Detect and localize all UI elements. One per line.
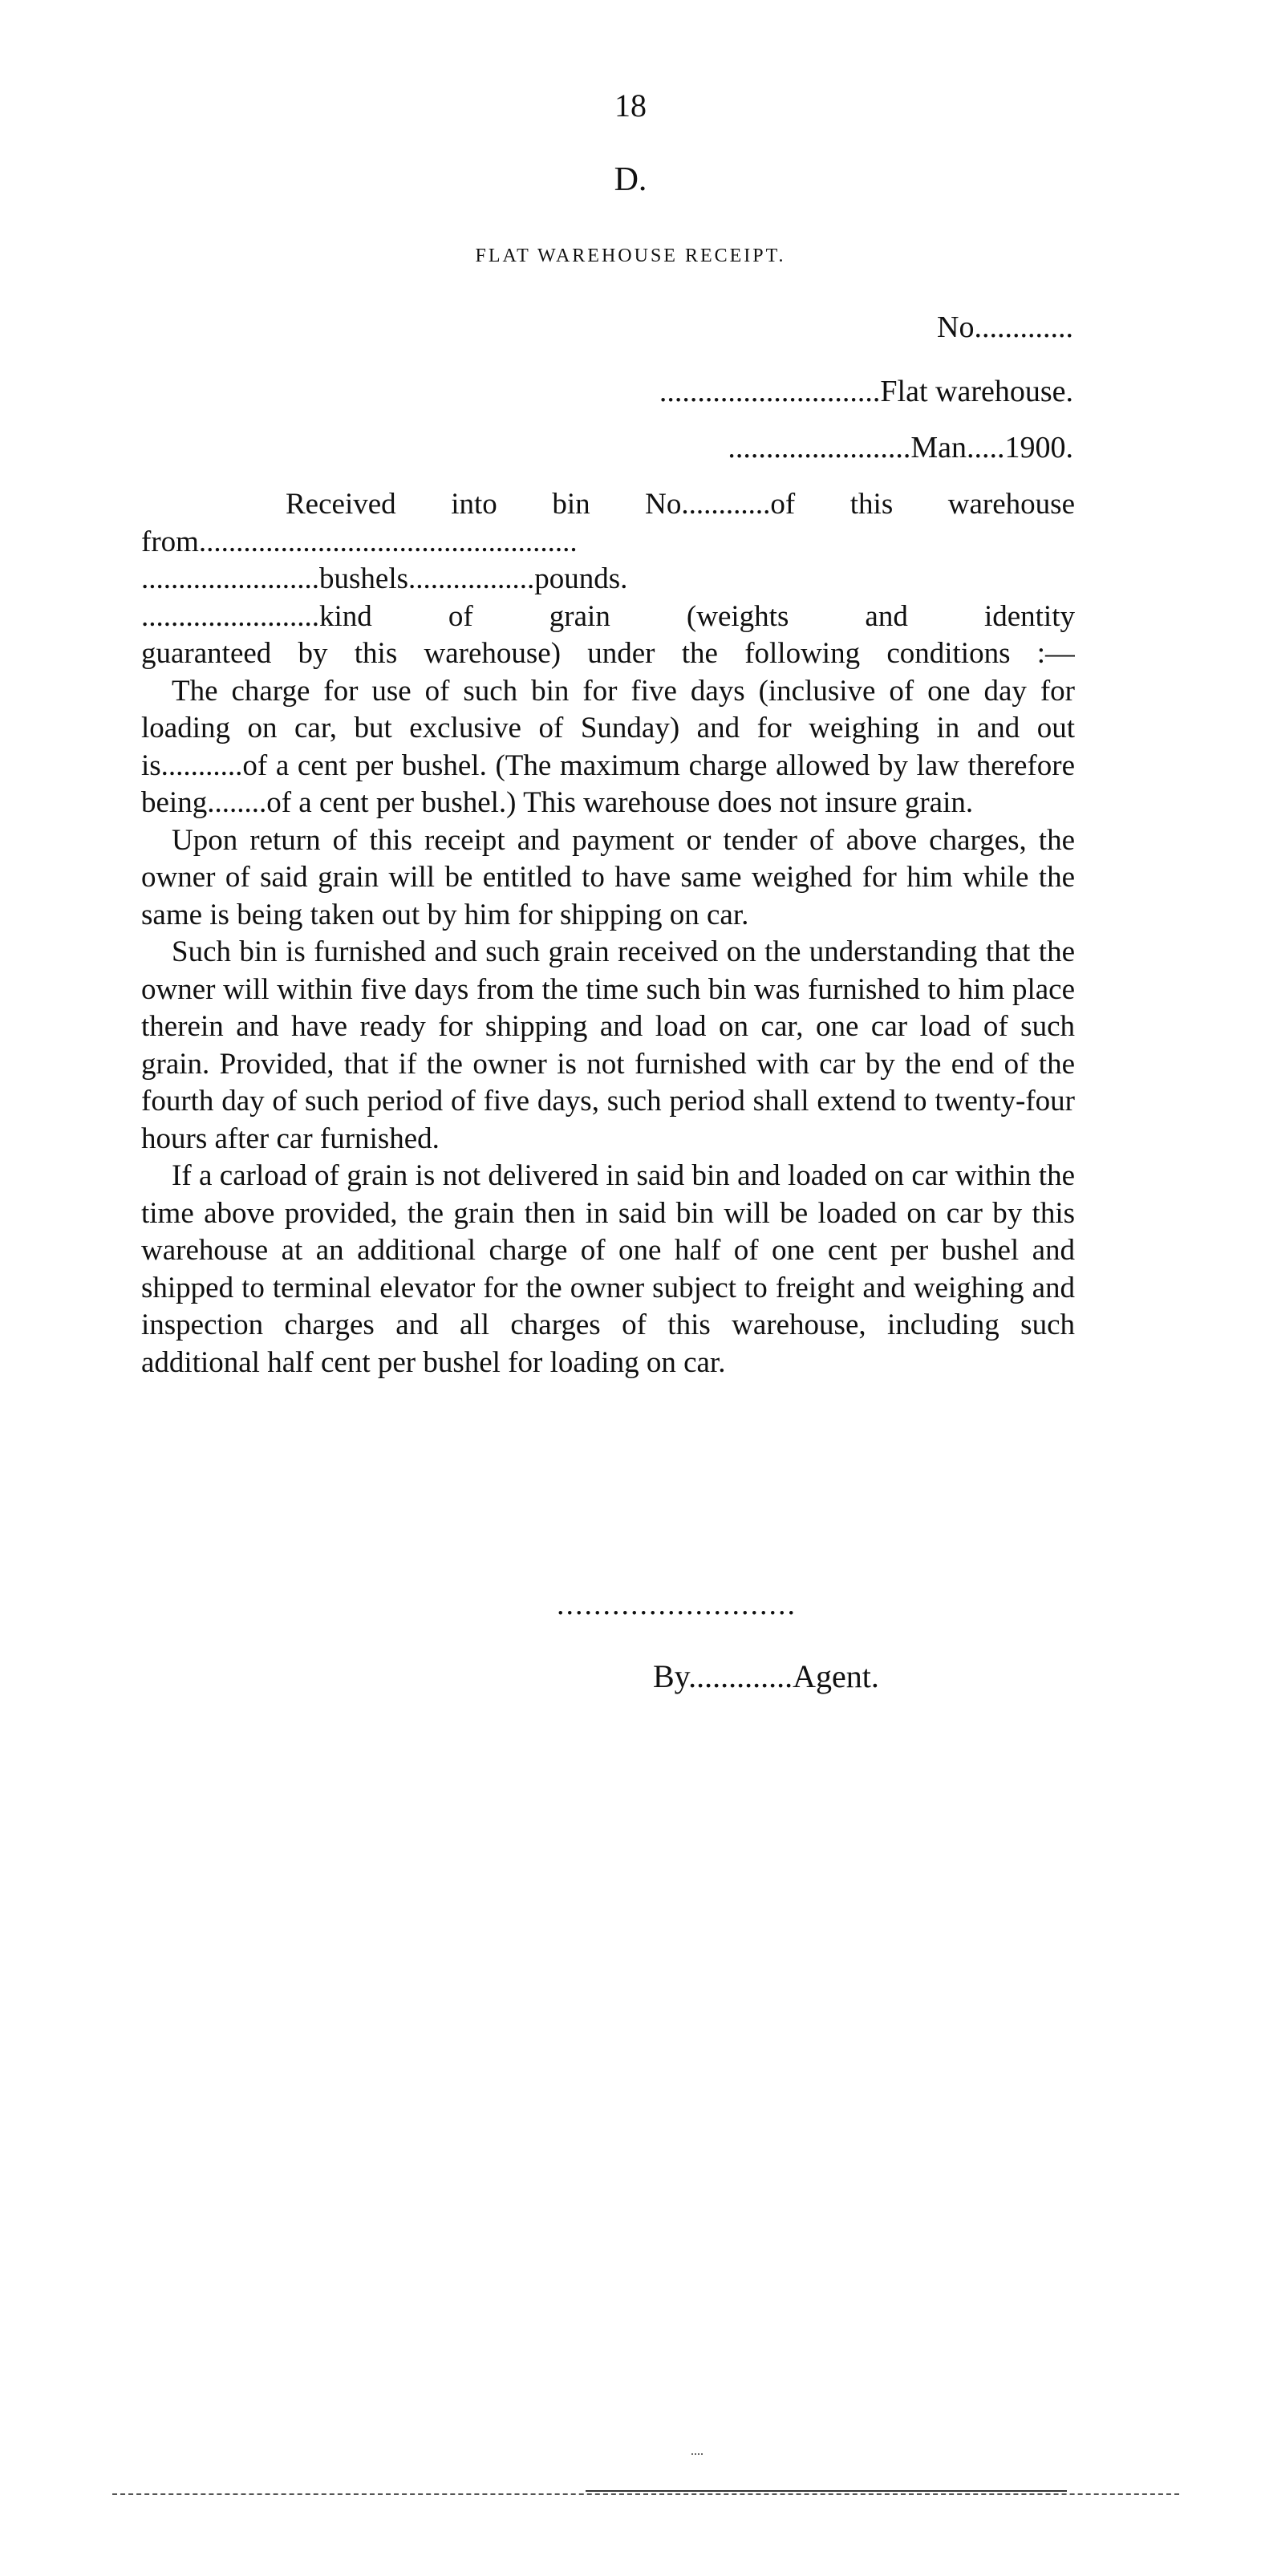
receipt-body: [141, 486, 1075, 1381]
bottom-rule-solid: [586, 2490, 1067, 2492]
warehouse-name-field: .............................Flat warehouse.: [659, 375, 1073, 408]
scan-speck: [691, 2453, 703, 2455]
bottom-rule: [112, 2493, 1179, 2495]
page-number: 18: [614, 87, 647, 124]
signature-line: ..........................: [557, 1588, 797, 1621]
bin-furnished-paragraph: Such bin is furnished and such grain received on the understanding that the owner will within five days from the time such bin was furnished to him place therein and have ready for shipping and load on car, one car load of such grain. Provided, that if the owner is not furnished with car by the end of the fourth day of such period of five days, such period shall extend to twenty-four hours after car furnished.: [141, 935, 1075, 1155]
kind-of-grain-line: ........................kind of grain (weights and identity: [141, 599, 1075, 633]
date-field: ........................Man.....1900.: [728, 431, 1073, 464]
received-bin-line: Received into bin No............of this warehouse: [286, 488, 1075, 521]
charges-paragraph: The charge for use of such bin for five days (inclusive of one day for loading on car, but exclusive of Sunday) and for weighing in and out is...........of a cent per bushel. (The maximum charge allowed by law therefore being........of a cent per bushel.) This warehouse does not insure grain.: [141, 674, 1075, 819]
agent-signature-line: By.............Agent.: [653, 1658, 879, 1694]
return-paragraph: Upon return of this receipt and payment or tender of above charges, the owner of said grain will be entitled to have same weighed for him while the same is being taken out by him for shipping on car.: [141, 823, 1075, 931]
bushels-pounds-line: ........................bushels.................pounds.: [141, 562, 628, 595]
conditions-intro-line: guaranteed by this warehouse) under the following conditions :—: [141, 637, 1075, 670]
carload-paragraph: If a carload of grain is not delivered in said bin and loaded on car within the time above provided, the grain then in said bin will be loaded on car by this warehouse at an additional charge of one half of one cent per bushel and shipped to terminal elevator for the owner subject to freight and weighing and inspection charges and all charges of this warehouse, including such additional half cent per bushel for loading on car.: [141, 1159, 1075, 1379]
document-title: FLAT WAREHOUSE RECEIPT.: [475, 245, 786, 266]
section-letter: D.: [614, 161, 647, 198]
received-from-line: from...................................................: [141, 525, 578, 558]
receipt-number-field: No.............: [937, 310, 1073, 344]
